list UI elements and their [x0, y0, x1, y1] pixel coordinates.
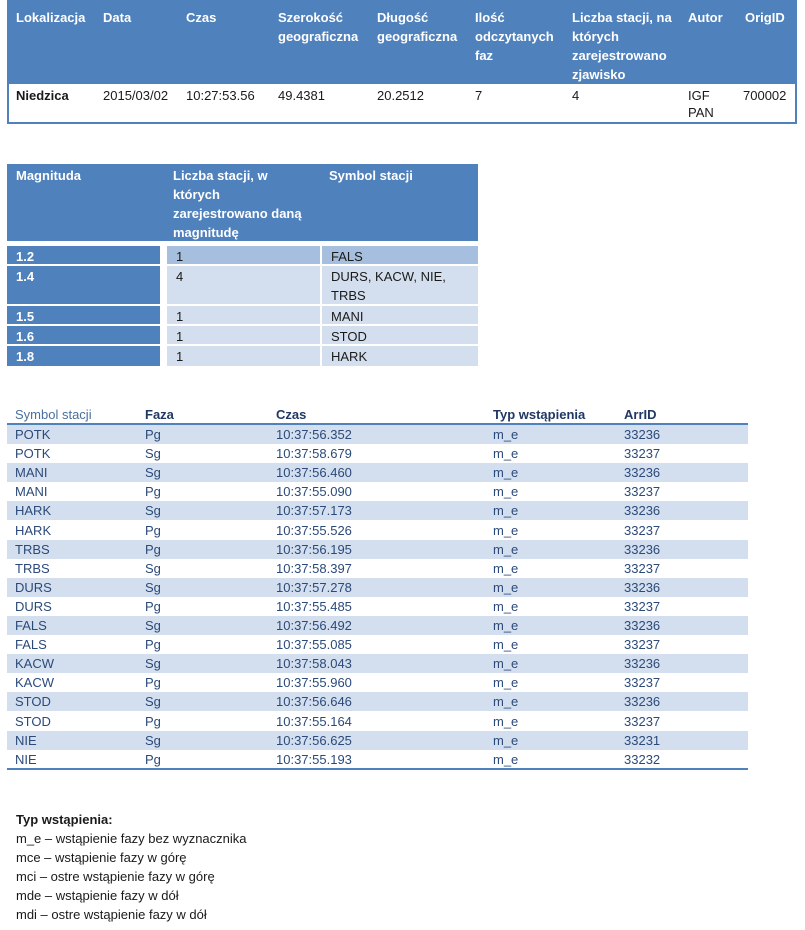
- row-station: KACW: [15, 675, 54, 691]
- row-arrid: 33236: [624, 465, 661, 481]
- row-phase: Pg: [145, 427, 161, 442]
- row-station: STOD: [15, 694, 51, 710]
- row-arrid: 33236: [624, 541, 661, 557]
- table-row: [7, 635, 748, 654]
- event-date: 2015/03/02: [103, 88, 169, 103]
- table-row: [7, 673, 748, 692]
- row-time: 10:37:56.625: [276, 732, 352, 748]
- magnitude-count: 4: [167, 266, 320, 304]
- table-row: [7, 616, 748, 635]
- row-onset-type: m_e: [493, 484, 519, 500]
- row-phase: Pg: [145, 751, 161, 767]
- magnitude-value: 1.6: [7, 326, 160, 344]
- row-time: 10:37:55.526: [276, 522, 352, 538]
- row-onset-type: m_e: [493, 579, 519, 595]
- row-onset-type: m_e: [493, 637, 519, 653]
- col-header-date: Data: [103, 10, 132, 25]
- row-onset-type: m_e: [493, 656, 519, 672]
- magnitude-count: 1: [167, 326, 320, 344]
- row-phase: Sg: [145, 560, 161, 576]
- row-station: DURS: [15, 579, 52, 595]
- table-row: [7, 559, 748, 578]
- col-header-stations: Liczba stacji, na których zarejestrowano zjawisko: [572, 10, 672, 82]
- legend-title: Typ wstąpienia:: [16, 812, 113, 827]
- event-location: Niedzica: [16, 88, 69, 103]
- row-arrid: 33237: [624, 560, 661, 576]
- table-row: [7, 750, 748, 769]
- legend-item: m_e – wstąpienie fazy bez wyznacznika: [16, 831, 247, 846]
- event-table: [7, 0, 797, 124]
- row-phase: Pg: [145, 713, 161, 729]
- row-arrid: 33237: [624, 598, 661, 614]
- col-header-onset-type: Typ wstąpienia: [493, 407, 586, 422]
- row-phase: Sg: [145, 732, 161, 748]
- col-header-magnitude-count: Liczba stacji, w których zarejestrowano daną magnitudę: [173, 168, 302, 240]
- row-onset-type: m_e: [493, 446, 519, 462]
- magnitude-stations: MANI: [322, 306, 478, 324]
- row-time: 10:37:55.085: [276, 637, 352, 653]
- magnitude-value: 1.4: [7, 266, 160, 304]
- table-row: [7, 425, 748, 444]
- row-station: POTK: [15, 427, 51, 442]
- row-time: 10:37:56.646: [276, 694, 352, 710]
- row-station: HARK: [15, 503, 52, 519]
- event-longitude: 20.2512: [377, 88, 424, 103]
- event-origid: 700002: [743, 88, 787, 103]
- row-station: KACW: [15, 656, 54, 672]
- event-latitude: 49.4381: [278, 88, 325, 103]
- col-header-time: Czas: [186, 10, 217, 25]
- row-time: 10:37:57.173: [276, 503, 352, 519]
- table-row: [7, 521, 748, 540]
- row-station: HARK: [15, 522, 52, 538]
- row-arrid: 33236: [624, 656, 661, 672]
- table-row: [7, 692, 748, 711]
- row-arrid: 33231: [624, 732, 661, 748]
- row-arrid: 33236: [624, 427, 661, 442]
- row-onset-type: m_e: [493, 503, 519, 519]
- row-phase: Pg: [145, 522, 161, 538]
- col-header-origid: OrigID: [745, 10, 785, 25]
- row-time: 10:37:55.193: [276, 751, 352, 767]
- col-header-station-symbol: Symbol stacji: [329, 168, 413, 183]
- row-station: DURS: [15, 598, 52, 614]
- row-time: 10:37:56.352: [276, 427, 352, 442]
- onset-type-legend: [16, 810, 247, 924]
- row-station: FALS: [15, 637, 47, 653]
- table-rule-bottom: [7, 768, 748, 770]
- row-arrid: 33237: [624, 484, 661, 500]
- magnitude-stations: FALS: [322, 246, 478, 264]
- row-time: 10:37:56.195: [276, 541, 352, 557]
- legend-item: mci – ostre wstąpienie fazy w górę: [16, 869, 215, 884]
- legend-item: mde – wstąpienie fazy w dół: [16, 888, 179, 903]
- magnitude-value: 1.8: [7, 346, 160, 366]
- row-phase: Sg: [145, 579, 161, 595]
- table-row: [7, 444, 748, 463]
- event-stations: 4: [572, 88, 580, 103]
- row-arrid: 33237: [624, 637, 661, 653]
- row-station: STOD: [15, 713, 51, 729]
- row-station: TRBS: [15, 560, 50, 576]
- row-phase: Pg: [145, 637, 161, 653]
- col-header-arrid: ArrID: [624, 407, 657, 422]
- row-arrid: 33236: [624, 579, 661, 595]
- row-arrid: 33236: [624, 694, 661, 710]
- magnitude-table: [7, 164, 478, 366]
- table-row: [7, 540, 748, 559]
- table-row: [7, 578, 748, 597]
- magnitude-value: 1.2: [7, 246, 160, 264]
- magnitude-count: 1: [167, 306, 320, 324]
- row-time: 10:37:56.460: [276, 465, 352, 481]
- row-onset-type: m_e: [493, 522, 519, 538]
- table-row: [7, 731, 748, 750]
- row-phase: Pg: [145, 541, 161, 557]
- event-phases: 7: [475, 88, 483, 103]
- event-time: 10:27:53.56: [186, 88, 255, 103]
- row-time: 10:37:57.278: [276, 579, 352, 595]
- table-row: [7, 597, 748, 616]
- row-arrid: 33237: [624, 713, 661, 729]
- table-row: [7, 482, 748, 501]
- row-onset-type: m_e: [493, 732, 519, 748]
- row-arrid: 33237: [624, 675, 661, 691]
- col-header-phases: Ilość odczytanych faz: [475, 10, 554, 63]
- magnitude-count: 1: [167, 346, 320, 366]
- row-phase: Sg: [145, 618, 161, 633]
- col-header-arrival-time: Czas: [276, 407, 307, 422]
- magnitude-stations: STOD: [322, 326, 478, 344]
- row-onset-type: m_e: [493, 675, 519, 691]
- row-station: FALS: [15, 618, 47, 633]
- row-station: POTK: [15, 446, 51, 462]
- row-arrid: 33236: [624, 618, 661, 633]
- row-onset-type: m_e: [493, 598, 519, 614]
- row-arrid: 33237: [624, 446, 661, 462]
- table-row: [7, 654, 748, 673]
- row-phase: Sg: [145, 694, 161, 710]
- row-arrid: 33232: [624, 751, 661, 767]
- table-row: [7, 712, 748, 731]
- row-station: NIE: [15, 751, 37, 767]
- col-header-magnitude: Magnituda: [16, 168, 81, 183]
- row-phase: Sg: [145, 656, 161, 672]
- row-onset-type: m_e: [493, 541, 519, 557]
- magnitude-stations: HARK: [322, 346, 478, 366]
- row-phase: Sg: [145, 446, 161, 462]
- row-time: 10:37:56.492: [276, 618, 352, 633]
- row-onset-type: m_e: [493, 465, 519, 481]
- row-station: NIE: [15, 732, 37, 748]
- row-phase: Pg: [145, 598, 161, 614]
- row-time: 10:37:58.043: [276, 656, 352, 672]
- col-header-longitude: Długość geograficzna: [377, 10, 458, 44]
- col-header-latitude: Szerokość geograficzna: [278, 10, 359, 44]
- row-time: 10:37:55.960: [276, 675, 352, 691]
- event-author: IGF PAN: [688, 88, 714, 120]
- magnitude-stations: DURS, KACW, NIE, TRBS: [322, 266, 478, 304]
- row-station: MANI: [15, 484, 48, 500]
- col-header-phase: Faza: [145, 407, 174, 422]
- row-arrid: 33236: [624, 503, 661, 519]
- table-row: [7, 463, 748, 482]
- row-station: MANI: [15, 465, 48, 481]
- row-station: TRBS: [15, 541, 50, 557]
- row-phase: Sg: [145, 503, 161, 519]
- magnitude-count: 1: [167, 246, 320, 264]
- row-phase: Pg: [145, 484, 161, 500]
- row-phase: Sg: [145, 465, 161, 481]
- row-onset-type: m_e: [493, 713, 519, 729]
- legend-item: mdi – ostre wstąpienie fazy w dół: [16, 907, 207, 922]
- col-header-station: Symbol stacji: [15, 407, 92, 422]
- table-row: [7, 501, 748, 520]
- row-onset-type: m_e: [493, 751, 519, 767]
- legend-item: mce – wstąpienie fazy w górę: [16, 850, 187, 865]
- row-onset-type: m_e: [493, 618, 519, 633]
- row-onset-type: m_e: [493, 694, 519, 710]
- col-header-location: Lokalizacja: [16, 10, 86, 25]
- row-time: 10:37:55.485: [276, 598, 352, 614]
- row-arrid: 33237: [624, 522, 661, 538]
- row-time: 10:37:58.679: [276, 446, 352, 462]
- row-time: 10:37:55.164: [276, 713, 352, 729]
- row-phase: Pg: [145, 675, 161, 691]
- row-time: 10:37:58.397: [276, 560, 352, 576]
- row-onset-type: m_e: [493, 560, 519, 576]
- row-onset-type: m_e: [493, 427, 519, 442]
- row-time: 10:37:55.090: [276, 484, 352, 500]
- col-header-author: Autor: [688, 10, 723, 25]
- magnitude-value: 1.5: [7, 306, 160, 324]
